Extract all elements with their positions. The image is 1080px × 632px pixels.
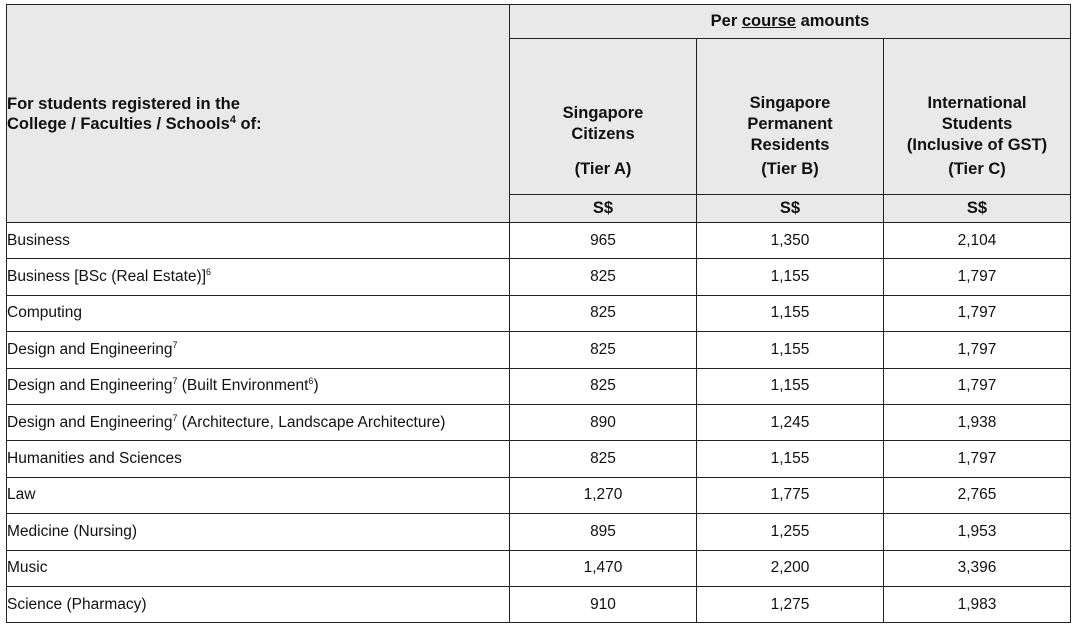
table-row bbox=[7, 477, 1071, 513]
faculty-name bbox=[7, 550, 510, 586]
tier-header-0 bbox=[510, 39, 697, 195]
fee-amount-tier-c: 2,765 bbox=[884, 477, 1071, 513]
fee-amount-tier-a: 1,270 bbox=[510, 477, 697, 513]
fee-amount-tier-b: 1,155 bbox=[697, 368, 884, 404]
faculty-name-text: Computing bbox=[7, 304, 82, 322]
per-course-suffix: amounts bbox=[800, 12, 870, 30]
faculty-name bbox=[7, 441, 510, 477]
tier-name-line: Citizens bbox=[571, 125, 635, 143]
fee-amount-tier-b: 2,200 bbox=[697, 550, 884, 586]
fee-amount-tier-c: 1,983 bbox=[884, 586, 1071, 622]
tier-name bbox=[884, 78, 1070, 156]
header-line-2: College / Faculties / Schools bbox=[7, 114, 230, 133]
fee-amount-tier-a: 890 bbox=[510, 404, 697, 440]
fee-amount-tier-a: 895 bbox=[510, 514, 697, 550]
table-row bbox=[7, 441, 1071, 477]
fee-amount-tier-a: 825 bbox=[510, 295, 697, 331]
tier-code: (Tier B) bbox=[761, 160, 819, 178]
faculty-name-text: Music bbox=[7, 559, 48, 577]
currency-label: S$ bbox=[697, 195, 884, 223]
footnote-ref: 7 bbox=[172, 339, 178, 350]
faculty-name-text: Business bbox=[7, 231, 70, 249]
table-row bbox=[7, 259, 1071, 295]
fee-amount-tier-b: 1,245 bbox=[697, 404, 884, 440]
fee-amount-tier-b: 1,775 bbox=[697, 477, 884, 513]
currency-label: S$ bbox=[510, 195, 697, 223]
tier-header-2 bbox=[884, 39, 1071, 195]
tier-name-line: International bbox=[927, 93, 1027, 112]
tier-name-line: Singapore bbox=[562, 104, 644, 122]
faculty-name-text: (Built Environment bbox=[177, 377, 309, 395]
tier-name-line: Singapore bbox=[749, 93, 831, 112]
faculty-name-text: Science (Pharmacy) bbox=[7, 595, 147, 613]
faculty-name bbox=[7, 477, 510, 513]
faculty-name-text: Design and Engineering bbox=[7, 340, 173, 358]
fee-amount-tier-b: 1,275 bbox=[697, 586, 884, 622]
per-course-underlined: course bbox=[741, 12, 796, 30]
footnote-ref: 6 bbox=[206, 267, 212, 278]
tier-name bbox=[697, 78, 883, 156]
fee-amount-tier-a: 825 bbox=[510, 332, 697, 368]
header-line-1: For students registered in the bbox=[7, 94, 240, 113]
fee-amount-tier-b: 1,155 bbox=[697, 332, 884, 368]
per-course-amounts-header bbox=[510, 5, 1071, 39]
footnote-ref: 7 bbox=[172, 376, 178, 387]
fee-amount-tier-b: 1,155 bbox=[697, 441, 884, 477]
tier-header-1 bbox=[697, 39, 884, 195]
table-row bbox=[7, 404, 1071, 440]
fee-amount-tier-c: 2,104 bbox=[884, 223, 1071, 259]
faculty-name bbox=[7, 586, 510, 622]
per-course-prefix: Per bbox=[710, 12, 738, 30]
faculty-name-text: (Architecture, Landscape Architecture) bbox=[177, 413, 446, 431]
fee-amount-tier-c: 1,797 bbox=[884, 441, 1071, 477]
faculty-name-text: Design and Engineering bbox=[7, 413, 173, 431]
fee-amount-tier-c: 1,797 bbox=[884, 259, 1071, 295]
fee-amount-tier-c: 1,797 bbox=[884, 368, 1071, 404]
fee-amount-tier-c: 1,797 bbox=[884, 332, 1071, 368]
tier-name-line: Students bbox=[941, 114, 1013, 133]
fee-amount-tier-a: 910 bbox=[510, 586, 697, 622]
faculty-name bbox=[7, 514, 510, 550]
table-row bbox=[7, 368, 1071, 404]
faculty-name bbox=[7, 259, 510, 295]
fee-table-container bbox=[6, 4, 1070, 623]
footnote-ref: 6 bbox=[308, 376, 314, 387]
header-footnote-ref: 4 bbox=[229, 113, 236, 126]
table-row bbox=[7, 332, 1071, 368]
faculty-name-text: Design and Engineering bbox=[7, 377, 173, 395]
student-category-header bbox=[7, 5, 510, 223]
fee-amount-tier-a: 825 bbox=[510, 259, 697, 295]
fee-amount-tier-b: 1,155 bbox=[697, 295, 884, 331]
footnote-ref: 7 bbox=[172, 412, 178, 423]
tier-code: (Tier C) bbox=[948, 160, 1006, 178]
fee-amount-tier-a: 965 bbox=[510, 223, 697, 259]
tier-name-line: Permanent bbox=[747, 114, 833, 133]
fee-amount-tier-a: 825 bbox=[510, 368, 697, 404]
fee-amount-tier-c: 1,797 bbox=[884, 295, 1071, 331]
faculty-name bbox=[7, 332, 510, 368]
fee-amount-tier-c: 3,396 bbox=[884, 550, 1071, 586]
fee-amount-tier-c: 1,953 bbox=[884, 514, 1071, 550]
faculty-name-text: Law bbox=[7, 486, 36, 504]
fee-amount-tier-b: 1,155 bbox=[697, 259, 884, 295]
tier-code: (Tier A) bbox=[574, 160, 632, 178]
tier-name-line: Residents bbox=[750, 135, 830, 154]
fee-amount-tier-a: 825 bbox=[510, 441, 697, 477]
tier-name-line: (Inclusive of GST) bbox=[906, 135, 1048, 154]
faculty-name-text: Humanities and Sciences bbox=[7, 450, 182, 468]
fee-amount-tier-b: 1,350 bbox=[697, 223, 884, 259]
table-row bbox=[7, 223, 1071, 259]
table-row bbox=[7, 295, 1071, 331]
faculty-name-text: ) bbox=[313, 377, 319, 395]
currency-label: S$ bbox=[884, 195, 1071, 223]
faculty-name bbox=[7, 368, 510, 404]
table-row bbox=[7, 514, 1071, 550]
faculty-name bbox=[7, 295, 510, 331]
header-line-2-tail: of: bbox=[235, 114, 262, 133]
faculty-name-text: Business [BSc (Real Estate)] bbox=[7, 268, 206, 286]
faculty-name bbox=[7, 404, 510, 440]
table-row bbox=[7, 550, 1071, 586]
fee-amount-tier-c: 1,938 bbox=[884, 404, 1071, 440]
table-row bbox=[7, 586, 1071, 622]
faculty-name-text: Medicine (Nursing) bbox=[7, 522, 138, 540]
fee-amount-tier-b: 1,255 bbox=[697, 514, 884, 550]
fee-table bbox=[6, 4, 1071, 623]
faculty-name bbox=[7, 223, 510, 259]
tier-name bbox=[510, 88, 696, 145]
fee-amount-tier-a: 1,470 bbox=[510, 550, 697, 586]
